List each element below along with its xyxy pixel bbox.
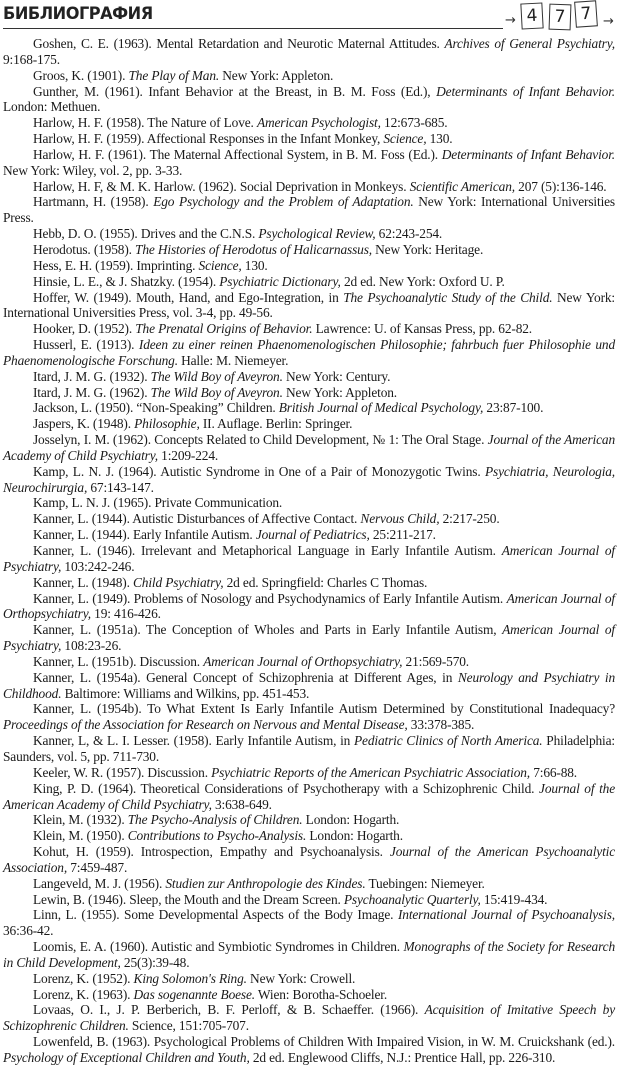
- entry-text: Kanner, L. (1954b). To What Extent Is Early Infantile Autism Determined by Constitutional Inadequacy?: [33, 701, 615, 717]
- entry-text: Philadelphia: Saunders, vol. 5, pp. 711-730.: [3, 733, 615, 764]
- entry-source-title: The Wild Boy of Aveyron.: [150, 384, 283, 400]
- bibliography-entry: [3, 400, 615, 416]
- bibliography-entry: [3, 464, 615, 496]
- bibliography-entry: [3, 369, 615, 385]
- entry-text: 19: 416-426.: [90, 606, 161, 622]
- entry-text: Gunther, M. (1961). Infant Behavior at the Breast, in B. M. Foss (Ed.),: [33, 83, 437, 99]
- entry-source-title: Child Psychiatry,: [133, 574, 224, 590]
- entry-text: Kanner, L. (1954a). General Concept of Schizophrenia at Different Ages, in: [33, 669, 458, 685]
- arrow-right-icon: →: [505, 13, 516, 28]
- bibliography-entry: [3, 765, 615, 781]
- entry-source-title: The Psychoanalytic Study of the Child.: [343, 289, 553, 305]
- entry-source-title: Neurology and Psychiatry in Childhood.: [3, 669, 615, 701]
- entry-text: Harlow, H. F. (1961). The Maternal Affectional System, in B. M. Foss (Ed.).: [33, 146, 442, 162]
- bibliography-entry: [3, 575, 615, 591]
- page-digit: 4: [520, 2, 543, 29]
- bibliography-entry: [3, 622, 615, 654]
- entry-text: 3:638-649.: [211, 796, 272, 812]
- entry-source-title: Psychoanalytic Quarterly,: [343, 891, 481, 907]
- entry-text: Klein, M. (1950).: [33, 828, 128, 844]
- entry-text: Herodotus. (1958).: [33, 241, 136, 257]
- entry-text: Kanner, L. (1946). Irrelevant and Metaphorical Language in Early Infantile Autism.: [33, 543, 502, 558]
- entry-text: Langeveld, M. J. (1956).: [33, 875, 166, 891]
- entry-text: 23:87-100.: [483, 400, 544, 416]
- entry-text: New York: Appleton.: [219, 67, 334, 83]
- entry-text: Goshen, C. E. (1963). Mental Retardation and Neurotic Maternal Attitudes.: [33, 36, 445, 51]
- entry-source-title: Archives of General Psychiatry,: [444, 36, 615, 51]
- bibliography-entry: [3, 242, 615, 258]
- bibliography-entry: [3, 591, 615, 623]
- bibliography-entry: [3, 274, 615, 290]
- entry-source-title: Psychiatria, Neurologia, Neurochirurgia,: [3, 463, 616, 495]
- bibliography-entry: [3, 781, 615, 813]
- entry-source-title: Nervous Child,: [360, 511, 440, 527]
- entry-source-title: Science,: [383, 131, 427, 147]
- bibliography-entry: [3, 226, 615, 242]
- entry-source-title: Journal of Pediatrics,: [255, 527, 370, 543]
- entry-text: Baltimore: Williams and Wilkins, pp. 451-453.: [61, 685, 310, 701]
- entry-text: 12:673-685.: [380, 115, 448, 131]
- page-digit: 7: [549, 4, 572, 31]
- entry-text: New York: Wiley, vol. 2, pp. 3-33.: [3, 162, 183, 178]
- entry-text: Kanner, L. (1944). Autistic Disturbances of Affective Contact.: [33, 511, 361, 527]
- entry-text: Hooker, D. (1952).: [33, 321, 136, 337]
- entry-text: New York: International Universities Press.: [3, 194, 615, 226]
- entry-text: 67:143-147.: [87, 479, 154, 495]
- entry-text: Tuebingen: Niemeyer.: [365, 875, 485, 891]
- entry-text: Kanner, L. (1949). Problems of Nosology and Psychodynamics of Early Infantile Autism.: [33, 590, 507, 606]
- entry-text: Kanner, L, & L. I. Lesser. (1958). Early Infantile Autism, in: [33, 733, 355, 749]
- entry-text: 25:211-217.: [369, 527, 436, 543]
- entry-text: Kanner, L. (1944). Early Infantile Autism.: [33, 527, 256, 543]
- entry-text: 15:419-434.: [480, 891, 548, 907]
- entry-source-title: Psychology of Exceptional Children and Youth,: [3, 1050, 250, 1065]
- bibliography-entry: [3, 147, 615, 179]
- bibliography-entry: [3, 876, 615, 892]
- bibliography-entry: [3, 385, 615, 401]
- entry-source-title: Ideen zu einer reinen Phaenomenologischen Philosophie; fahrbuch fuer Philosophie und Phaenomenologische Forschung.: [3, 337, 615, 368]
- header-rule: [3, 28, 503, 29]
- entry-text: Lovaas, O. I., J. P. Berberich, B. F. Perloff, & B. Schaeffer. (1966).: [33, 1002, 425, 1018]
- entry-text: Halle: M. Niemeyer.: [177, 352, 289, 368]
- entry-text: Keeler, W. R. (1957). Discussion.: [33, 764, 212, 780]
- entry-text: New York: Appleton.: [282, 384, 397, 400]
- entry-text: Hoffer, W. (1949). Mouth, Hand, and Ego-Integration, in: [33, 289, 344, 305]
- entry-source-title: Determinants of Infant Behavior.: [436, 83, 615, 99]
- bibliography-entry: [3, 939, 615, 971]
- entry-text: Husserl, E. (1913).: [33, 337, 139, 353]
- page-number: [505, 0, 617, 32]
- entry-text: Lawrence: U. of Kansas Press, pp. 62-82.: [312, 321, 532, 337]
- entry-source-title: Ego Psychology and the Problem of Adaptation.: [153, 194, 414, 210]
- entry-text: 21:569-570.: [402, 653, 469, 669]
- entry-source-title: Journal of the American Academy of Child Psychiatry,: [3, 432, 615, 463]
- bibliography-entry: [3, 527, 615, 543]
- entry-text: Jaspers, K. (1948).: [33, 416, 135, 432]
- bibliography-entry: [3, 1034, 615, 1066]
- entry-text: 130.: [426, 131, 453, 147]
- entry-text: Lorenz, K. (1952).: [33, 970, 134, 986]
- entry-text: Groos, K. (1901).: [33, 67, 129, 83]
- entry-source-title: Philosophie,: [134, 416, 200, 432]
- entry-text: Harlow, H. F. (1959). Affectional Responses in the Infant Monkey,: [33, 131, 384, 147]
- entry-text: Lorenz, K. (1963).: [33, 986, 134, 1002]
- entry-text: 7:66-88.: [530, 764, 578, 780]
- bibliography-entry: [3, 131, 615, 147]
- entry-text: Harlow, H. F. (1958). The Nature of Love.: [33, 115, 257, 131]
- entry-text: 103:242-246.: [61, 558, 135, 574]
- entry-text: Hess, E. H. (1959). Imprinting.: [33, 257, 199, 273]
- entry-source-title: Monographs of the Society for Research in Child Development,: [3, 939, 616, 970]
- entry-text: 1:209-224.: [157, 447, 219, 463]
- entry-source-title: Acquisition of Imitative Speech by Schizophrenic Children.: [3, 1002, 615, 1034]
- entry-text: Jackson, L. (1950). “Non-Speaking” Children.: [33, 400, 279, 416]
- entry-source-title: Scientific American,: [409, 178, 515, 194]
- bibliography-entry: [3, 115, 615, 131]
- bibliography-entry: [3, 337, 615, 369]
- entry-text: Kamp, L. N. J. (1964). Autistic Syndrome in One of a Pair of Monozygotic Twins.: [33, 463, 486, 479]
- entry-source-title: British Journal of Medical Psychology,: [278, 400, 484, 416]
- entry-source-title: Proceedings of the Association for Research on Nervous and Mental Disease,: [3, 717, 408, 733]
- entry-text: 7:459-487.: [67, 859, 128, 875]
- entry-source-title: Contributions to Psycho-Analysis.: [127, 828, 307, 844]
- entry-source-title: Science,: [198, 257, 242, 273]
- entry-text: Hinsie, L. E., & J. Shatzky. (1954).: [33, 273, 220, 289]
- entry-text: 33:378-385.: [407, 717, 475, 733]
- entry-text: 130.: [241, 257, 268, 273]
- bibliography-entry: [3, 987, 615, 1003]
- bibliography-entry: [3, 812, 615, 828]
- entry-text: 62:243-254.: [375, 226, 443, 242]
- bibliography-list: [3, 36, 615, 1066]
- entry-text: Wien: Borotha-Schoeler.: [254, 986, 388, 1002]
- entry-text: Itard, J. M. G. (1962).: [33, 384, 151, 400]
- entry-source-title: American Psychologist,: [256, 115, 381, 131]
- entry-text: King, P. D. (1964). Theoretical Considerations of Psychotherapy with a Schizophrenic Child.: [33, 780, 540, 796]
- entry-source-title: The Prenatal Origins of Behavior.: [135, 321, 313, 337]
- entry-text: Harlow, H. F, & M. K. Harlow. (1962). Social Deprivation in Monkeys.: [33, 178, 410, 194]
- entry-source-title: Determinants of Infant Behavior.: [441, 146, 615, 162]
- entry-text: 2d ed. Englewood Cliffs, N.J.: Prentice Hall, pp. 226-310.: [249, 1050, 556, 1065]
- bibliography-entry: [3, 511, 615, 527]
- entry-text: Kanner, L. (1951b). Discussion.: [33, 653, 204, 669]
- bibliography-entry: [3, 670, 615, 702]
- bibliography-entry: [3, 495, 615, 511]
- entry-text: Linn, L. (1955). Some Developmental Aspects of the Body Image.: [33, 907, 398, 923]
- entry-text: Kanner, L. (1951a). The Conception of Wholes and Parts in Early Infantile Autism,: [33, 622, 503, 638]
- entry-text: Science, 151:705-707.: [128, 1018, 249, 1034]
- entry-text: London: Methuen.: [3, 99, 101, 115]
- bibliography-entry: [3, 892, 615, 908]
- entry-text: London: Hogarth.: [306, 828, 403, 844]
- entry-text: Itard, J. M. G. (1932).: [33, 368, 151, 384]
- entry-text: New York: Century.: [282, 368, 391, 384]
- entry-text: Lewin, B. (1946). Sleep, the Mouth and the Dream Screen.: [33, 891, 344, 907]
- bibliography-entry: [3, 654, 615, 670]
- entry-text: New York: Heritage.: [371, 241, 484, 257]
- entry-text: 2:217-250.: [439, 511, 500, 527]
- entry-source-title: American Journal of Psychiatry,: [3, 622, 615, 654]
- entry-source-title: American Journal of Orthopsychiatry,: [203, 653, 403, 669]
- page-digit: 7: [574, 0, 598, 27]
- bibliography-entry: [3, 543, 615, 575]
- bibliography-entry: [3, 432, 615, 464]
- bibliography-entry: [3, 701, 615, 733]
- bibliography-entry: [3, 258, 615, 274]
- entry-text: 36:36-42.: [3, 923, 54, 939]
- entry-source-title: The Psycho-Analysis of Children.: [127, 812, 303, 828]
- entry-source-title: Pediatric Clinics of North America.: [354, 733, 543, 749]
- entry-source-title: American Journal of Psychiatry,: [3, 543, 616, 574]
- entry-text: Kanner, L. (1948).: [33, 574, 133, 590]
- bibliography-entry: [3, 84, 615, 116]
- entry-source-title: Studien zur Anthropologie des Kindes.: [165, 875, 366, 891]
- entry-text: London: Hogarth.: [302, 812, 400, 828]
- bibliography-entry: [3, 68, 615, 84]
- entry-text: 25(3):39-48.: [120, 954, 190, 970]
- entry-text: 9:168-175.: [3, 51, 60, 67]
- entry-source-title: King Solomon's Ring.: [133, 970, 247, 986]
- bibliography-entry: [3, 36, 615, 68]
- entry-source-title: The Wild Boy of Aveyron.: [150, 368, 283, 384]
- entry-text: Loomis, E. A. (1960). Autistic and Symbiotic Syndromes in Children.: [33, 939, 404, 955]
- bibliography-entry: [3, 179, 615, 195]
- entry-text: Hebb, D. O. (1955). Drives and the C.N.S.: [33, 226, 259, 242]
- entry-source-title: Journal of the American Psychoanalytic Association,: [3, 844, 615, 875]
- bibliography-entry: [3, 828, 615, 844]
- entry-text: New York: International Universities Press, vol. 3-4, pp. 49-56.: [3, 289, 615, 321]
- bibliography-entry: [3, 290, 615, 322]
- entry-text: 108:23-26.: [61, 638, 122, 654]
- entry-source-title: The Play of Man.: [128, 67, 220, 83]
- entry-text: Kohut, H. (1959). Introspection, Empathy and Psychoanalysis.: [33, 844, 390, 860]
- entry-text: Josselyn, I. M. (1962). Concepts Related to Child Development, № 1: The Oral Stage.: [33, 432, 488, 448]
- entry-text: Hartmann, H. (1958).: [33, 194, 154, 210]
- arrow-right-icon: →: [603, 14, 614, 29]
- entry-text: II. Auflage. Berlin: Springer.: [199, 416, 353, 432]
- entry-text: 2d ed. Springfield: Charles C Thomas.: [223, 574, 428, 590]
- bibliography-entry: [3, 907, 615, 939]
- entry-text: Kamp, L. N. J. (1965). Private Communication.: [33, 495, 283, 511]
- bibliography-entry: [3, 416, 615, 432]
- entry-source-title: Psychiatric Reports of the American Psychiatric Association,: [211, 764, 530, 780]
- entry-source-title: American Journal of Orthopsychiatry,: [3, 590, 616, 622]
- bibliography-entry: [3, 194, 615, 226]
- bibliography-entry: [3, 971, 615, 987]
- entry-source-title: Das sogenannte Boese.: [133, 986, 255, 1002]
- entry-text: 2d ed. New York: Oxford U. P.: [340, 273, 505, 289]
- entry-source-title: The Histories of Herodotus of Halicarnassus,: [135, 241, 372, 257]
- bibliography-entry: [3, 1002, 615, 1034]
- bibliography-entry: [3, 733, 615, 765]
- entry-text: Lowenfeld, B. (1963). Psychological Problems of Children With Impaired Vision, in W. M. Cruickshank (ed.).: [33, 1034, 615, 1050]
- bibliography-entry: [3, 844, 615, 876]
- entry-source-title: Journal of the American Academy of Child Psychiatry,: [3, 780, 615, 812]
- bibliography-entry: [3, 321, 615, 337]
- entry-source-title: Psychological Review,: [258, 226, 376, 242]
- entry-source-title: International Journal of Psychoanalysis,: [397, 907, 615, 923]
- entry-text: 207 (5):136-146.: [514, 178, 607, 194]
- section-title: БИБЛИОГРАФИЯ: [3, 4, 153, 24]
- entry-text: New York: Crowell.: [246, 970, 356, 986]
- entry-source-title: Psychiatric Dictionary,: [219, 273, 341, 289]
- entry-text: Klein, M. (1932).: [33, 812, 128, 828]
